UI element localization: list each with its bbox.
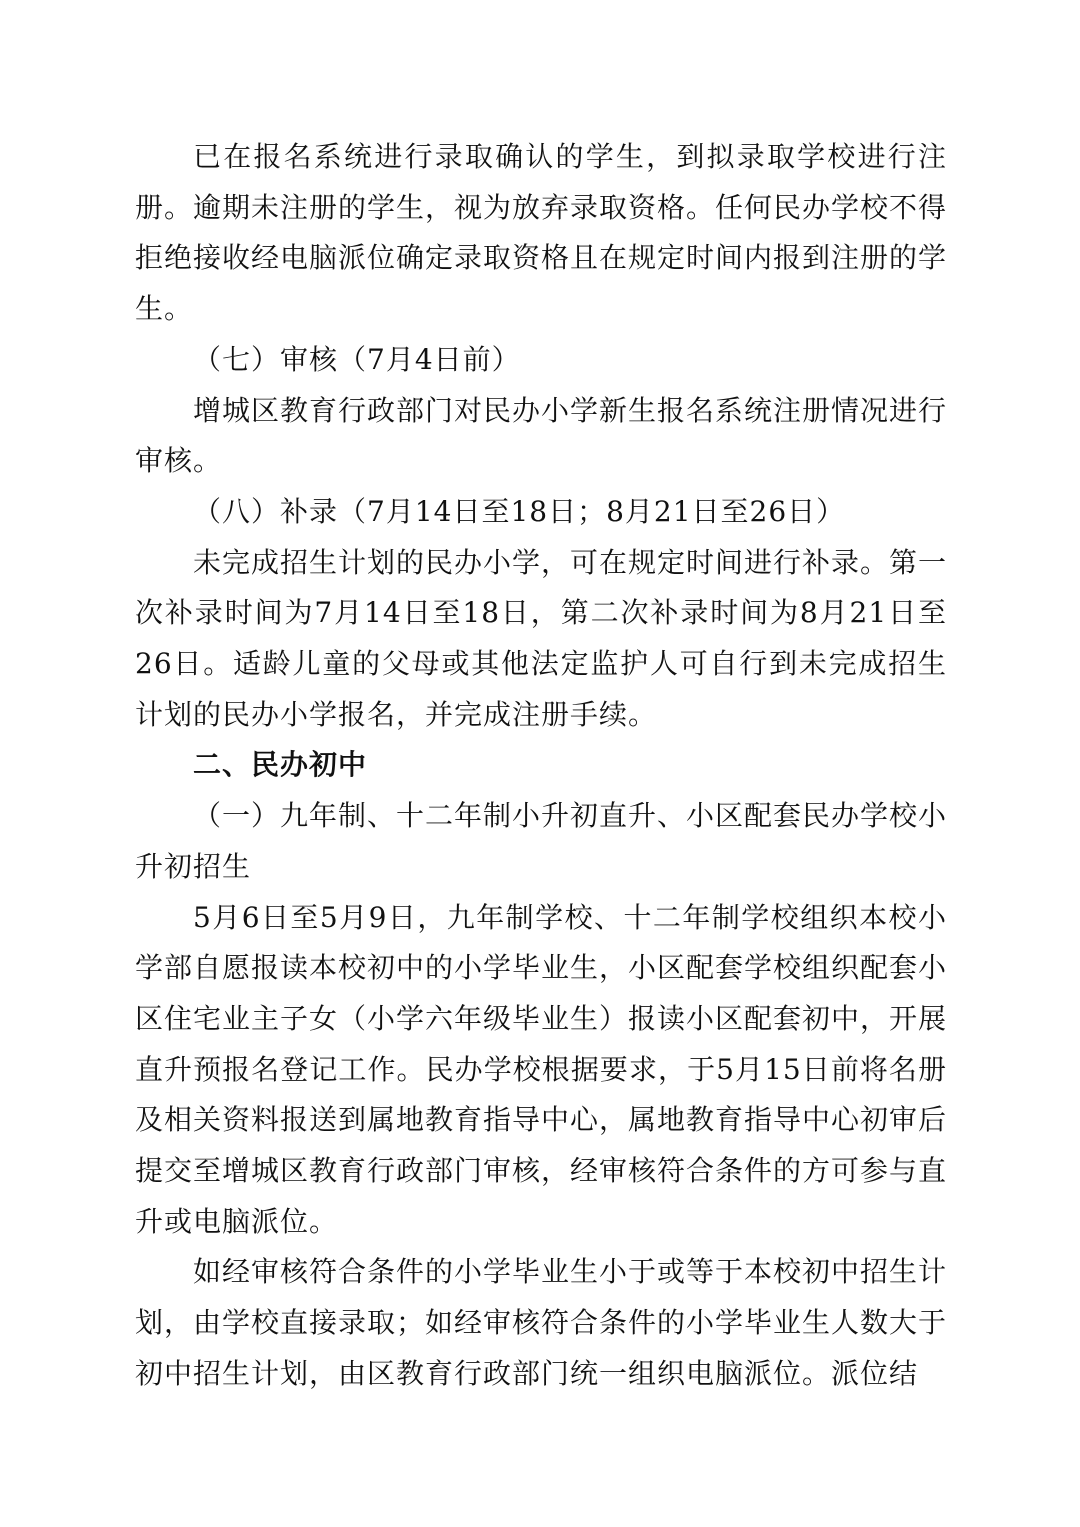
- paragraph-review: 增城区教育行政部门对民办小学新生报名系统注册情况进行审核。: [135, 393, 948, 478]
- section-heading-private-middle-school: 二、民办初中: [193, 748, 368, 782]
- section-heading-review: （七）审核（7月4日前）: [193, 342, 521, 376]
- paragraph-admission-rules: 如经审核符合条件的小学毕业生小于或等于本校初中招生计划，由学校直接录取；如经审核符合条件的小学毕业生人数大于初中招生计划，由区教育行政部门统一组织电脑派位。派位结: [135, 1255, 948, 1390]
- paragraph-supplementary: 未完成招生计划的民办小学，可在规定时间进行补录。第一次补录时间为7月14日至18日，第二次补录时间为8月21日至26日。适龄儿童的父母或其他法定监护人可自行到未完成招生计划的民办小学报名，并完成注册手续。: [135, 545, 948, 731]
- paragraph-registration: 已在报名系统进行录取确认的学生，到拟录取学校进行注册。逾期未注册的学生，视为放弃录取资格。任何民办学校不得拒绝接收经电脑派位确定录取资格且在规定时间内报到注册的学生。: [135, 140, 948, 326]
- section-heading-supplementary: （八）补录（7月14日至18日；8月21日至26日）: [193, 494, 846, 528]
- paragraph-direct-promotion: 5月6日至5月9日，九年制学校、十二年制学校组织本校小学部自愿报读本校初中的小学毕业生，小区配套学校组织配套小区住宅业主子女（小学六年级毕业生）报读小区配套初中，开展直升预报名登记工作。民办学校根据要求，于5月15日前将名册及相关资料报送到属地教育指导中心，属地教育指导中心初审后提交至增城区教育行政部门审核，经审核符合条件的方可参与直升或电脑派位。: [135, 900, 948, 1238]
- document-body: [135, 132, 947, 1400]
- section-heading-direct-promotion: （一）九年制、十二年制小升初直升、小区配套民办学校小升初招生: [135, 799, 948, 883]
